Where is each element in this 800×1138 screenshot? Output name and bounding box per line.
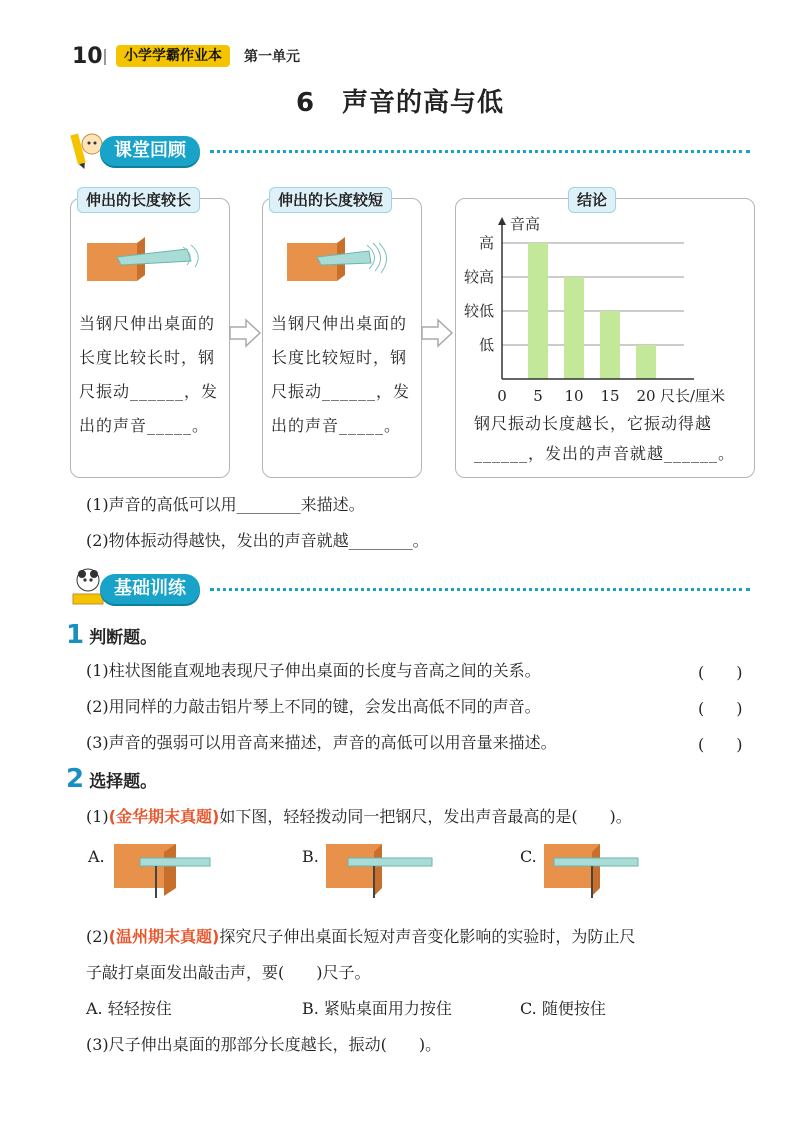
review-banner-label: 课堂回顾: [100, 136, 200, 166]
choice-q2-number: (2): [86, 927, 109, 946]
option-b-label: B.: [302, 847, 319, 866]
choice-q2-option-b[interactable]: B. 紧贴桌面用力按住: [302, 999, 452, 1018]
choice-q2-source-tag: (温州期末真题): [108, 927, 220, 946]
basic-banner: [70, 574, 760, 604]
choice-question-3: (3)尺子伸出桌面的那部分长度越长，振动( )。: [86, 1035, 442, 1054]
banner-dotted-line: [210, 150, 750, 153]
unit-label: 第一单元: [244, 49, 300, 65]
judge-answer-1[interactable]: ( ): [698, 663, 743, 682]
chart-bar: [564, 277, 584, 379]
ruler-short-illustration: [287, 235, 407, 285]
chart-bar: [636, 345, 656, 379]
choice-q1-number: (1): [86, 807, 109, 826]
choice-heading: [66, 764, 157, 794]
review-question-1: (1)声音的高低可以用________来描述。: [86, 495, 365, 514]
choice-question-1: [86, 806, 632, 828]
box-short-text: [271, 307, 410, 443]
chart-y-label: 音高: [510, 215, 541, 233]
choice-question-2: [86, 926, 635, 948]
judge-answer-3[interactable]: ( ): [698, 735, 743, 754]
choice-q1-source-tag: (金华期末真题): [108, 807, 220, 826]
choice-question-2-cont: 子敲打桌面发出敲击声，要( )尺子。: [86, 963, 371, 982]
box-short-line-4: 出的声音_____。: [271, 416, 402, 435]
judge-answer-2[interactable]: ( ): [698, 699, 743, 718]
box-long-line-4: 出的声音_____。: [79, 416, 210, 435]
review-box-long: [70, 191, 230, 478]
conclusion-caption-line-1: 钢尺振动长度越长，它振动得越: [474, 414, 713, 433]
judge-item-3: (3)声音的强弱可以用音高来描述，声音的高低可以用音量来描述。: [86, 733, 557, 752]
box-conclusion-tab: 结论: [568, 187, 616, 213]
choice-q1-text: 如下图，轻轻拨动同一把钢尺，发出声音最高的是( )。: [219, 807, 632, 826]
review-banner: [70, 136, 760, 166]
chart-y-tick-label: 较低: [463, 302, 494, 320]
chart-bar: [600, 311, 620, 379]
pitch-bar-chart: [456, 207, 754, 407]
box-short-line-2: 长度比较短时，钢: [271, 348, 408, 367]
choice-title: 选择题。: [89, 772, 158, 792]
chart-y-tick-label: 低: [478, 336, 494, 354]
box-short-line-3: 尺振动______，发: [271, 382, 411, 401]
book-badge: 小学学霸作业本: [116, 45, 230, 67]
judge-item-1: (1)柱状图能直观地表现尺子伸出桌面的长度与音高之间的关系。: [86, 661, 541, 680]
option-c-ruler-illustration[interactable]: [544, 840, 654, 900]
choice-q2-option-a[interactable]: A. 轻轻按住: [86, 999, 172, 1018]
page-number: 10: [72, 44, 103, 69]
arrow-right-icon: [228, 318, 262, 348]
judge-title: 判断题。: [89, 628, 158, 648]
box-long-line-2: 长度比较长时，钢: [79, 348, 216, 367]
banner-dotted-line: [210, 588, 750, 591]
option-c-label: C.: [520, 847, 537, 866]
box-long-line-3: 尺振动______，发: [79, 382, 219, 401]
box-short-tab: 伸出的长度较短: [269, 187, 392, 213]
judge-item-2: (2)用同样的力敲击铝片琴上不同的键，会发出高低不同的声音。: [86, 697, 541, 716]
box-long-line-1: 当钢尺伸出桌面的: [79, 314, 216, 333]
choice-q2-option-c[interactable]: C. 随便按住: [520, 999, 606, 1018]
chart-y-tick-label: 较高: [463, 268, 494, 286]
ruler-long-illustration: [87, 235, 207, 285]
judge-number: 1: [66, 620, 85, 650]
option-a-ruler-illustration[interactable]: [114, 840, 214, 900]
review-question-2: (2)物体振动得越快，发出的声音就越________。: [86, 531, 429, 550]
judge-heading: [66, 620, 157, 650]
chart-y-tick-label: 高: [478, 234, 494, 252]
review-box-short: [262, 191, 422, 478]
chart-x-tick-label: 15: [600, 387, 620, 405]
chart-bar: [528, 243, 548, 379]
chart-x-tick-label: 10: [564, 387, 584, 405]
lesson-title: 6 声音的高与低: [295, 88, 505, 118]
header-divider: [104, 49, 106, 65]
option-a-label: A.: [88, 847, 105, 866]
option-b-ruler-illustration[interactable]: [326, 840, 436, 900]
chart-x-tick-label: 20: [636, 387, 656, 405]
chart-x-label: 尺长/厘米: [660, 387, 726, 405]
box-long-text: [79, 307, 218, 443]
arrow-right-icon: [420, 318, 454, 348]
conclusion-caption: [474, 409, 735, 469]
chart-y-arrow: [498, 217, 506, 225]
choice-number: 2: [66, 764, 85, 794]
choice-q2-text: 探究尺子伸出桌面长短对声音变化影响的实验时，为防止尺: [219, 927, 636, 946]
chart-x-tick-label: 5: [533, 387, 543, 405]
box-long-tab: 伸出的长度较长: [77, 187, 200, 213]
box-short-line-1: 当钢尺伸出桌面的: [271, 314, 408, 333]
chart-x-tick-label: 0: [497, 387, 507, 405]
basic-banner-label: 基础训练: [100, 574, 200, 604]
conclusion-caption-line-2: ______，发出的声音就越______。: [474, 444, 736, 463]
review-box-conclusion: [455, 191, 755, 478]
